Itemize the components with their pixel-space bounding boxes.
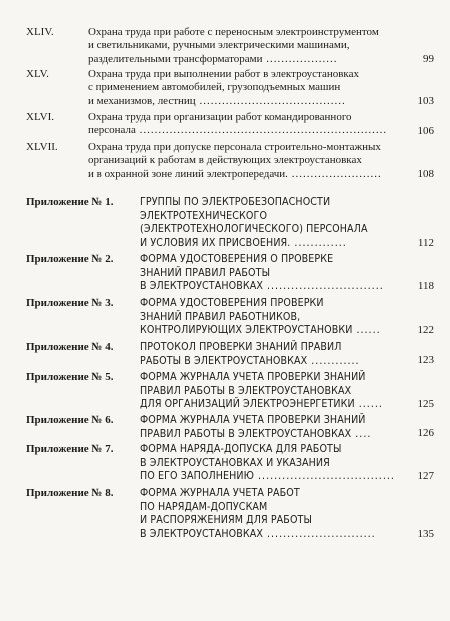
toc-entry-section-xliv <box>26 26 434 66</box>
section-title-line: Охрана труда при выполнении работ в электроустановках <box>88 68 359 80</box>
section-number: XLVII. <box>26 141 58 153</box>
page-number: 126 <box>417 427 434 440</box>
section-title-line: и светильниками, ручными электрическими машинами, <box>88 39 350 52</box>
appendix-title-line: ЗНАНИЙ ПРАВИЛ РАБОТНИКОВ, <box>140 310 301 323</box>
section-title <box>88 141 394 181</box>
section-title <box>88 68 394 108</box>
appendix-title <box>140 371 402 412</box>
appendix-label: Приложение № 4. <box>26 341 114 353</box>
toc-entry-appendix-7 <box>26 443 434 484</box>
section-title-line: персонала .................................................................. <box>88 124 388 137</box>
appendix-label: Приложение № 5. <box>26 371 114 383</box>
page-number: 122 <box>417 324 434 337</box>
appendix-label: Приложение № 6. <box>26 414 114 426</box>
appendix-title-line: ФОРМА НАРЯДА-ДОПУСКА ДЛЯ РАБОТЫ <box>140 443 342 455</box>
section-title-line: Охрана труда при допуске персонала строительно-монтажных <box>88 141 381 153</box>
page-number: 103 <box>417 94 434 107</box>
appendix-title <box>140 443 402 484</box>
appendix-title <box>140 196 402 250</box>
page-number: 108 <box>417 167 434 180</box>
appendix-title-line: И РАСПОРЯЖЕНИЯМ ДЛЯ РАБОТЫ <box>140 514 312 527</box>
appendix-title-line: (ЭЛЕКТРОТЕХНОЛОГИЧЕСКОГО) ПЕРСОНАЛА <box>140 223 368 236</box>
appendix-title-line: И УСЛОВИЯ ИХ ПРИСВОЕНИЯ. ............. <box>140 236 347 249</box>
section-title <box>88 111 394 138</box>
appendix-title-line: ЗНАНИЙ ПРАВИЛ РАБОТЫ <box>140 266 271 279</box>
toc-entry-section-xlv <box>26 68 434 108</box>
appendix-title-line: ФОРМА ЖУРНАЛА УЧЕТА РАБОТ <box>140 487 300 499</box>
appendix-title-line: ПО НАРЯДАМ-ДОПУСКАМ <box>140 500 268 513</box>
section-title-line: и в охранной зоне линий электропередачи. ........................ <box>88 167 382 180</box>
appendix-title-line: ФОРМА УДОСТОВЕРЕНИЯ О ПРОВЕРКЕ <box>140 253 334 265</box>
page-number: 106 <box>417 124 434 137</box>
section-number: XLV. <box>26 68 49 80</box>
toc-entry-appendix-1 <box>26 196 434 251</box>
appendix-title-line: В ЭЛЕКТРОУСТАНОВКАХ ............................. <box>140 280 384 293</box>
toc-entry-appendix-5 <box>26 371 434 412</box>
appendix-title-line: ПО ЕГО ЗАПОЛНЕНИЮ .................................. <box>140 470 395 483</box>
toc-entry-appendix-2 <box>26 253 434 294</box>
appendix-title <box>140 414 402 441</box>
page-number: 125 <box>417 398 434 411</box>
section-title-line: разделительными трансформаторами ................... <box>88 52 338 65</box>
toc-entry-appendix-8 <box>26 487 434 542</box>
appendix-title-line: ФОРМА ЖУРНАЛА УЧЕТА ПРОВЕРКИ ЗНАНИЙ <box>140 371 366 383</box>
appendix-title-line: ФОРМА УДОСТОВЕРЕНИЯ ПРОВЕРКИ <box>140 297 324 309</box>
toc-entry-appendix-4 <box>26 341 434 368</box>
appendix-title-line: В ЭЛЕКТРОУСТАНОВКАХ И УКАЗАНИЯ <box>140 456 330 469</box>
appendix-label: Приложение № 1. <box>26 196 114 208</box>
section-title-line: организаций к работам в действующих электроустановках <box>88 154 362 167</box>
appendix-title <box>140 297 402 338</box>
appendix-title-line: ЭЛЕКТРОТЕХНИЧЕСКОГО <box>140 209 268 222</box>
appendix-title-line: ФОРМА ЖУРНАЛА УЧЕТА ПРОВЕРКИ ЗНАНИЙ <box>140 414 366 426</box>
appendix-title-line: ПРАВИЛ РАБОТЫ В ЭЛЕКТРОУСТАНОВКАХ <box>140 384 352 397</box>
toc-entry-appendix-6 <box>26 414 434 441</box>
page-number: 99 <box>423 52 434 65</box>
page-number: 123 <box>417 354 434 367</box>
section-title-line: и механизмов, лестниц ....................................... <box>88 94 346 107</box>
appendix-title-line: РАБОТЫ В ЭЛЕКТРОУСТАНОВКАХ ............ <box>140 354 360 367</box>
appendix-title-line: КОНТРОЛИРУЮЩИХ ЭЛЕКТРОУСТАНОВКИ ...... <box>140 324 381 337</box>
appendix-title-line: В ЭЛЕКТРОУСТАНОВКАХ ........................... <box>140 527 376 540</box>
section-title-line: Охрана труда при работе с переносным электроинструментом <box>88 26 379 38</box>
appendix-title <box>140 253 402 294</box>
appendix-title <box>140 487 402 541</box>
appendix-label: Приложение № 2. <box>26 253 114 265</box>
toc-entry-appendix-3 <box>26 297 434 338</box>
toc-entry-section-xlvi <box>26 111 434 138</box>
appendix-title-line: ПРОТОКОЛ ПРОВЕРКИ ЗНАНИЙ ПРАВИЛ <box>140 341 342 353</box>
page-number: 118 <box>417 280 434 293</box>
section-title <box>88 26 394 66</box>
appendix-label: Приложение № 3. <box>26 297 114 309</box>
page-number: 135 <box>417 528 434 541</box>
toc-entry-section-xlvii <box>26 141 434 181</box>
appendix-title-line: ПРАВИЛ РАБОТЫ В ЭЛЕКТРОУСТАНОВКАХ .... <box>140 427 372 440</box>
section-number: XLVI. <box>26 111 55 123</box>
appendix-title-line: ГРУППЫ ПО ЭЛЕКТРОБЕЗОПАСНОСТИ <box>140 196 331 208</box>
appendix-label: Приложение № 8. <box>26 487 114 499</box>
appendix-title-line: ДЛЯ ОРГАНИЗАЦИЙ ЭЛЕКТРОЭНЕРГЕТИКИ ...... <box>140 398 383 411</box>
page-number: 127 <box>417 470 434 483</box>
page-number: 112 <box>417 237 434 250</box>
appendix-label: Приложение № 7. <box>26 443 114 455</box>
appendix-title <box>140 341 402 368</box>
section-number: XLIV. <box>26 26 54 38</box>
section-title-line: Охрана труда при организации работ командированного <box>88 111 352 123</box>
section-title-line: с применением автомобилей, грузоподъемных машин <box>88 81 341 94</box>
